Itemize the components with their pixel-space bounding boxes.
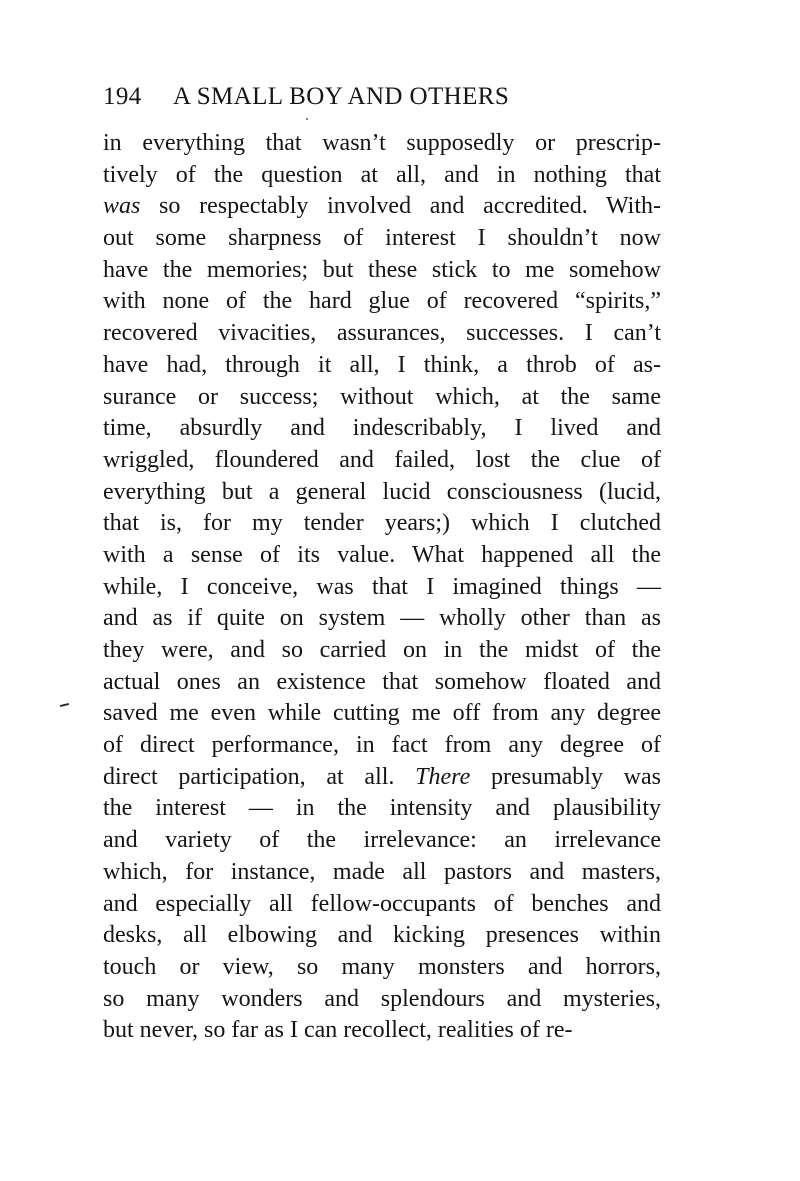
text-line bbox=[103, 762, 661, 794]
text-line: surance or success; without which, at the same bbox=[103, 383, 661, 410]
text-line: recovered vivacities, assurances, successes. I can’t bbox=[103, 320, 661, 347]
text-line: of direct performance, in fact from any degree of bbox=[103, 732, 661, 759]
text-line: have had, through it all, I think, a throb of as- bbox=[103, 351, 661, 378]
page-number: 194 bbox=[103, 83, 142, 110]
text-line: they were, and so carried on in the midst of the bbox=[103, 637, 661, 663]
text-line: desks, all elbowing and kicking presences within bbox=[103, 922, 661, 949]
text-segment: presumably was bbox=[470, 763, 661, 790]
text-line: in everything that wasn’t supposedly or prescrip- bbox=[103, 130, 661, 156]
text-line: which, for instance, made all pastors and masters, bbox=[103, 858, 661, 885]
text-line: actual ones an existence that somehow floated and bbox=[103, 668, 661, 695]
text-line: tively of the question at all, and in nothing that bbox=[103, 161, 661, 188]
text-line: have the memories; but these stick to me somehow bbox=[103, 256, 661, 283]
text-line: everything but a general lucid consciousness (lucid, bbox=[103, 478, 661, 505]
text-line: wriggled, floundered and failed, lost the clue of bbox=[103, 446, 661, 473]
text-line: but never, so far as I can recollect, realities of re- bbox=[103, 1017, 573, 1044]
text-segment: direct participation, at all. bbox=[103, 763, 416, 790]
text-line: out some sharpness of interest I shouldn’t now bbox=[103, 225, 661, 252]
text-line: and variety of the irrelevance: an irrelevance bbox=[103, 827, 661, 854]
text-line: with a sense of its value. What happened all the bbox=[103, 541, 661, 568]
text-line: time, absurdly and indescribably, I lived and bbox=[103, 415, 661, 442]
margin-mark bbox=[60, 703, 69, 707]
text-line: touch or view, so many monsters and horrors, bbox=[103, 953, 661, 980]
stray-mark-dot bbox=[306, 118, 308, 120]
text-segment: so respectably involved and accredited. With- bbox=[140, 193, 661, 220]
italic-word: was bbox=[103, 193, 141, 220]
text-line: the interest — in the intensity and plausibility bbox=[103, 795, 661, 822]
body-text bbox=[103, 128, 661, 1047]
text-line: saved me even while cutting me off from any degree bbox=[103, 700, 661, 727]
text-line bbox=[103, 191, 661, 223]
italic-word: There bbox=[415, 763, 471, 790]
text-line: that is, for my tender years;) which I clutched bbox=[103, 510, 661, 537]
text-line: and especially all fellow-occupants of benches and bbox=[103, 890, 661, 917]
text-line: with none of the hard glue of recovered “spirits,” bbox=[103, 288, 661, 315]
text-line: while, I conceive, was that I imagined things — bbox=[103, 573, 661, 600]
text-line: and as if quite on system — wholly other than as bbox=[103, 605, 661, 632]
text-line: so many wonders and splendours and mysteries, bbox=[103, 985, 661, 1012]
running-head bbox=[103, 82, 663, 112]
book-title: A SMALL BOY AND OTHERS bbox=[173, 83, 510, 110]
